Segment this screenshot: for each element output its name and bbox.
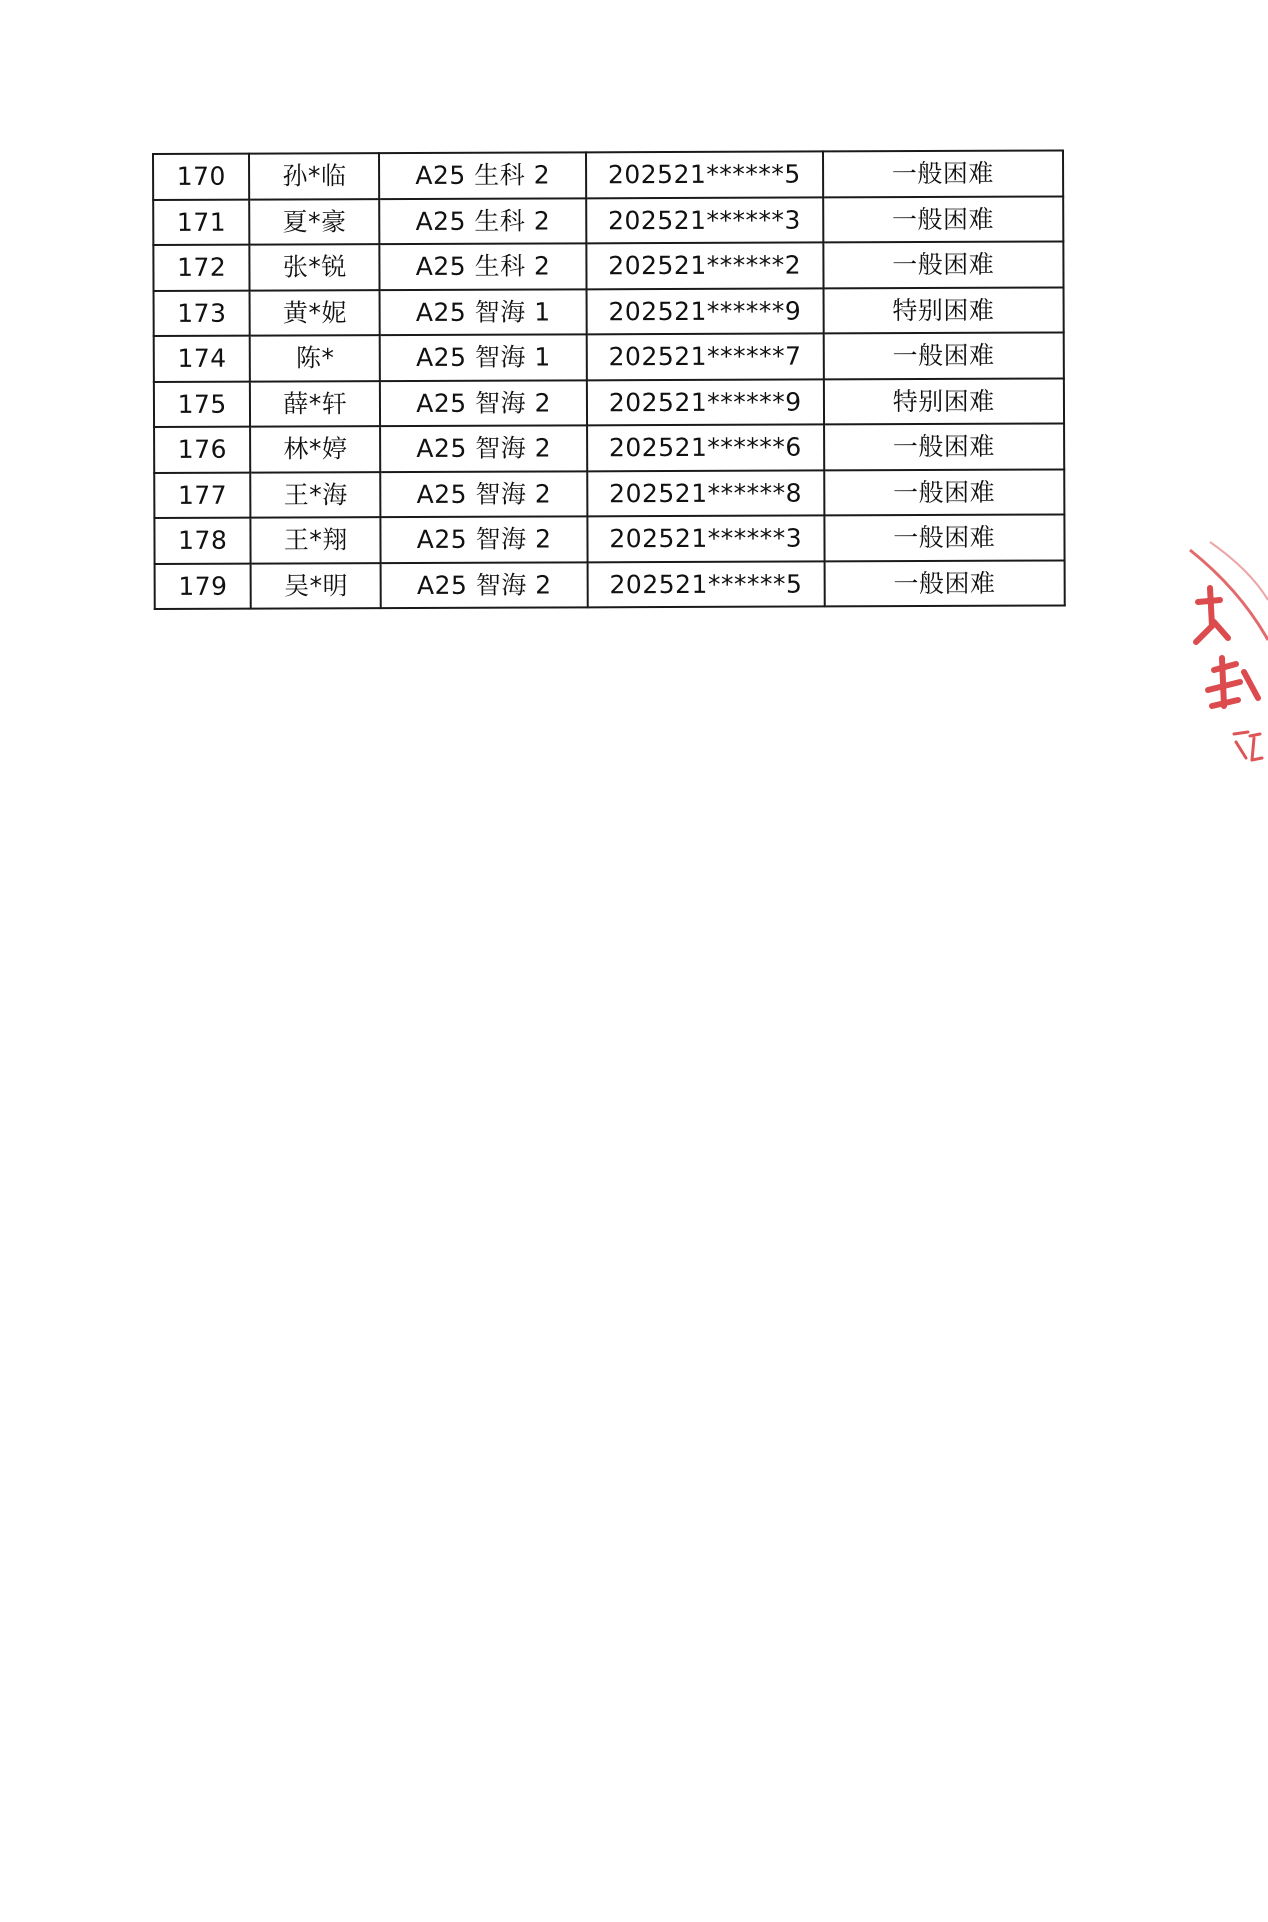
student-id-cell: 202521******5 bbox=[586, 151, 823, 197]
seal-ring-arc bbox=[1190, 550, 1268, 640]
table-row bbox=[154, 378, 1064, 427]
class-cell: A25 生科 2 bbox=[379, 152, 586, 198]
table-row bbox=[153, 151, 1063, 200]
difficulty-level-cell: 一般困难 bbox=[824, 514, 1065, 560]
student-name-cell: 林*婷 bbox=[251, 426, 381, 472]
student-name-cell: 陈* bbox=[250, 335, 380, 381]
row-number-cell: 171 bbox=[153, 199, 250, 245]
class-cell: A25 生科 2 bbox=[379, 198, 586, 244]
official-seal bbox=[1150, 530, 1268, 790]
table-row bbox=[154, 469, 1064, 518]
student-id-cell: 202521******9 bbox=[587, 379, 824, 425]
difficulty-level-cell: 一般困难 bbox=[824, 424, 1065, 470]
row-number-cell: 172 bbox=[153, 245, 250, 291]
seal-ring-arc-outer bbox=[1210, 542, 1268, 600]
class-cell: A25 智海 2 bbox=[380, 380, 587, 426]
student-id-cell: 202521******5 bbox=[588, 561, 825, 607]
student-id-cell: 202521******3 bbox=[587, 515, 824, 561]
student-id-cell: 202521******3 bbox=[586, 197, 823, 243]
class-cell: A25 智海 2 bbox=[380, 425, 587, 471]
table-row bbox=[154, 424, 1064, 473]
student-name-cell: 夏*豪 bbox=[250, 199, 380, 245]
table-row bbox=[155, 560, 1065, 609]
student-id-cell: 202521******8 bbox=[587, 470, 824, 516]
difficulty-level-cell: 特别困难 bbox=[823, 287, 1064, 333]
difficulty-level-cell: 一般困难 bbox=[823, 333, 1064, 379]
student-name-cell: 孙*临 bbox=[249, 153, 379, 199]
class-cell: A25 生科 2 bbox=[380, 243, 587, 289]
difficulty-level-cell: 一般困难 bbox=[824, 560, 1065, 606]
row-number-cell: 174 bbox=[154, 336, 251, 382]
table-row bbox=[154, 333, 1064, 382]
student-name-cell: 王*翔 bbox=[251, 517, 381, 563]
table-row bbox=[154, 287, 1064, 336]
student-name-cell: 张*锐 bbox=[250, 244, 380, 290]
class-cell: A25 智海 2 bbox=[381, 471, 588, 517]
table-row bbox=[153, 242, 1063, 291]
student-name-cell: 黄*妮 bbox=[250, 290, 380, 336]
difficulty-level-cell: 一般困难 bbox=[824, 469, 1065, 515]
seal-graphic bbox=[1150, 530, 1268, 790]
row-number-cell: 176 bbox=[154, 427, 251, 473]
difficulty-level-cell: 一般困难 bbox=[823, 242, 1064, 288]
difficulty-level-cell: 特别困难 bbox=[823, 378, 1064, 424]
row-number-cell: 170 bbox=[153, 154, 250, 200]
class-cell: A25 智海 1 bbox=[380, 289, 587, 335]
table-row bbox=[154, 514, 1064, 563]
row-number-cell: 175 bbox=[154, 381, 251, 427]
class-cell: A25 智海 1 bbox=[380, 334, 587, 380]
row-number-cell: 173 bbox=[154, 290, 251, 336]
seal-small-lettering bbox=[1234, 732, 1262, 760]
row-number-cell: 178 bbox=[154, 518, 251, 564]
seal-lettering bbox=[1196, 588, 1258, 706]
student-name-cell: 薛*轩 bbox=[250, 381, 380, 427]
student-name-cell: 王*海 bbox=[251, 472, 381, 518]
student-id-cell: 202521******7 bbox=[587, 333, 824, 379]
student-roster-table bbox=[152, 149, 1066, 609]
student-id-cell: 202521******2 bbox=[586, 242, 823, 288]
student-id-cell: 202521******9 bbox=[586, 288, 823, 334]
student-id-cell: 202521******6 bbox=[587, 424, 824, 470]
table-row bbox=[153, 196, 1063, 245]
class-cell: A25 智海 2 bbox=[381, 562, 588, 608]
row-number-cell: 177 bbox=[154, 472, 251, 518]
difficulty-level-cell: 一般困难 bbox=[823, 196, 1064, 242]
class-cell: A25 智海 2 bbox=[381, 516, 588, 562]
student-name-cell: 吴*明 bbox=[251, 563, 381, 609]
roster-table-body bbox=[153, 151, 1065, 609]
row-number-cell: 179 bbox=[155, 563, 252, 609]
difficulty-level-cell: 一般困难 bbox=[823, 151, 1064, 197]
